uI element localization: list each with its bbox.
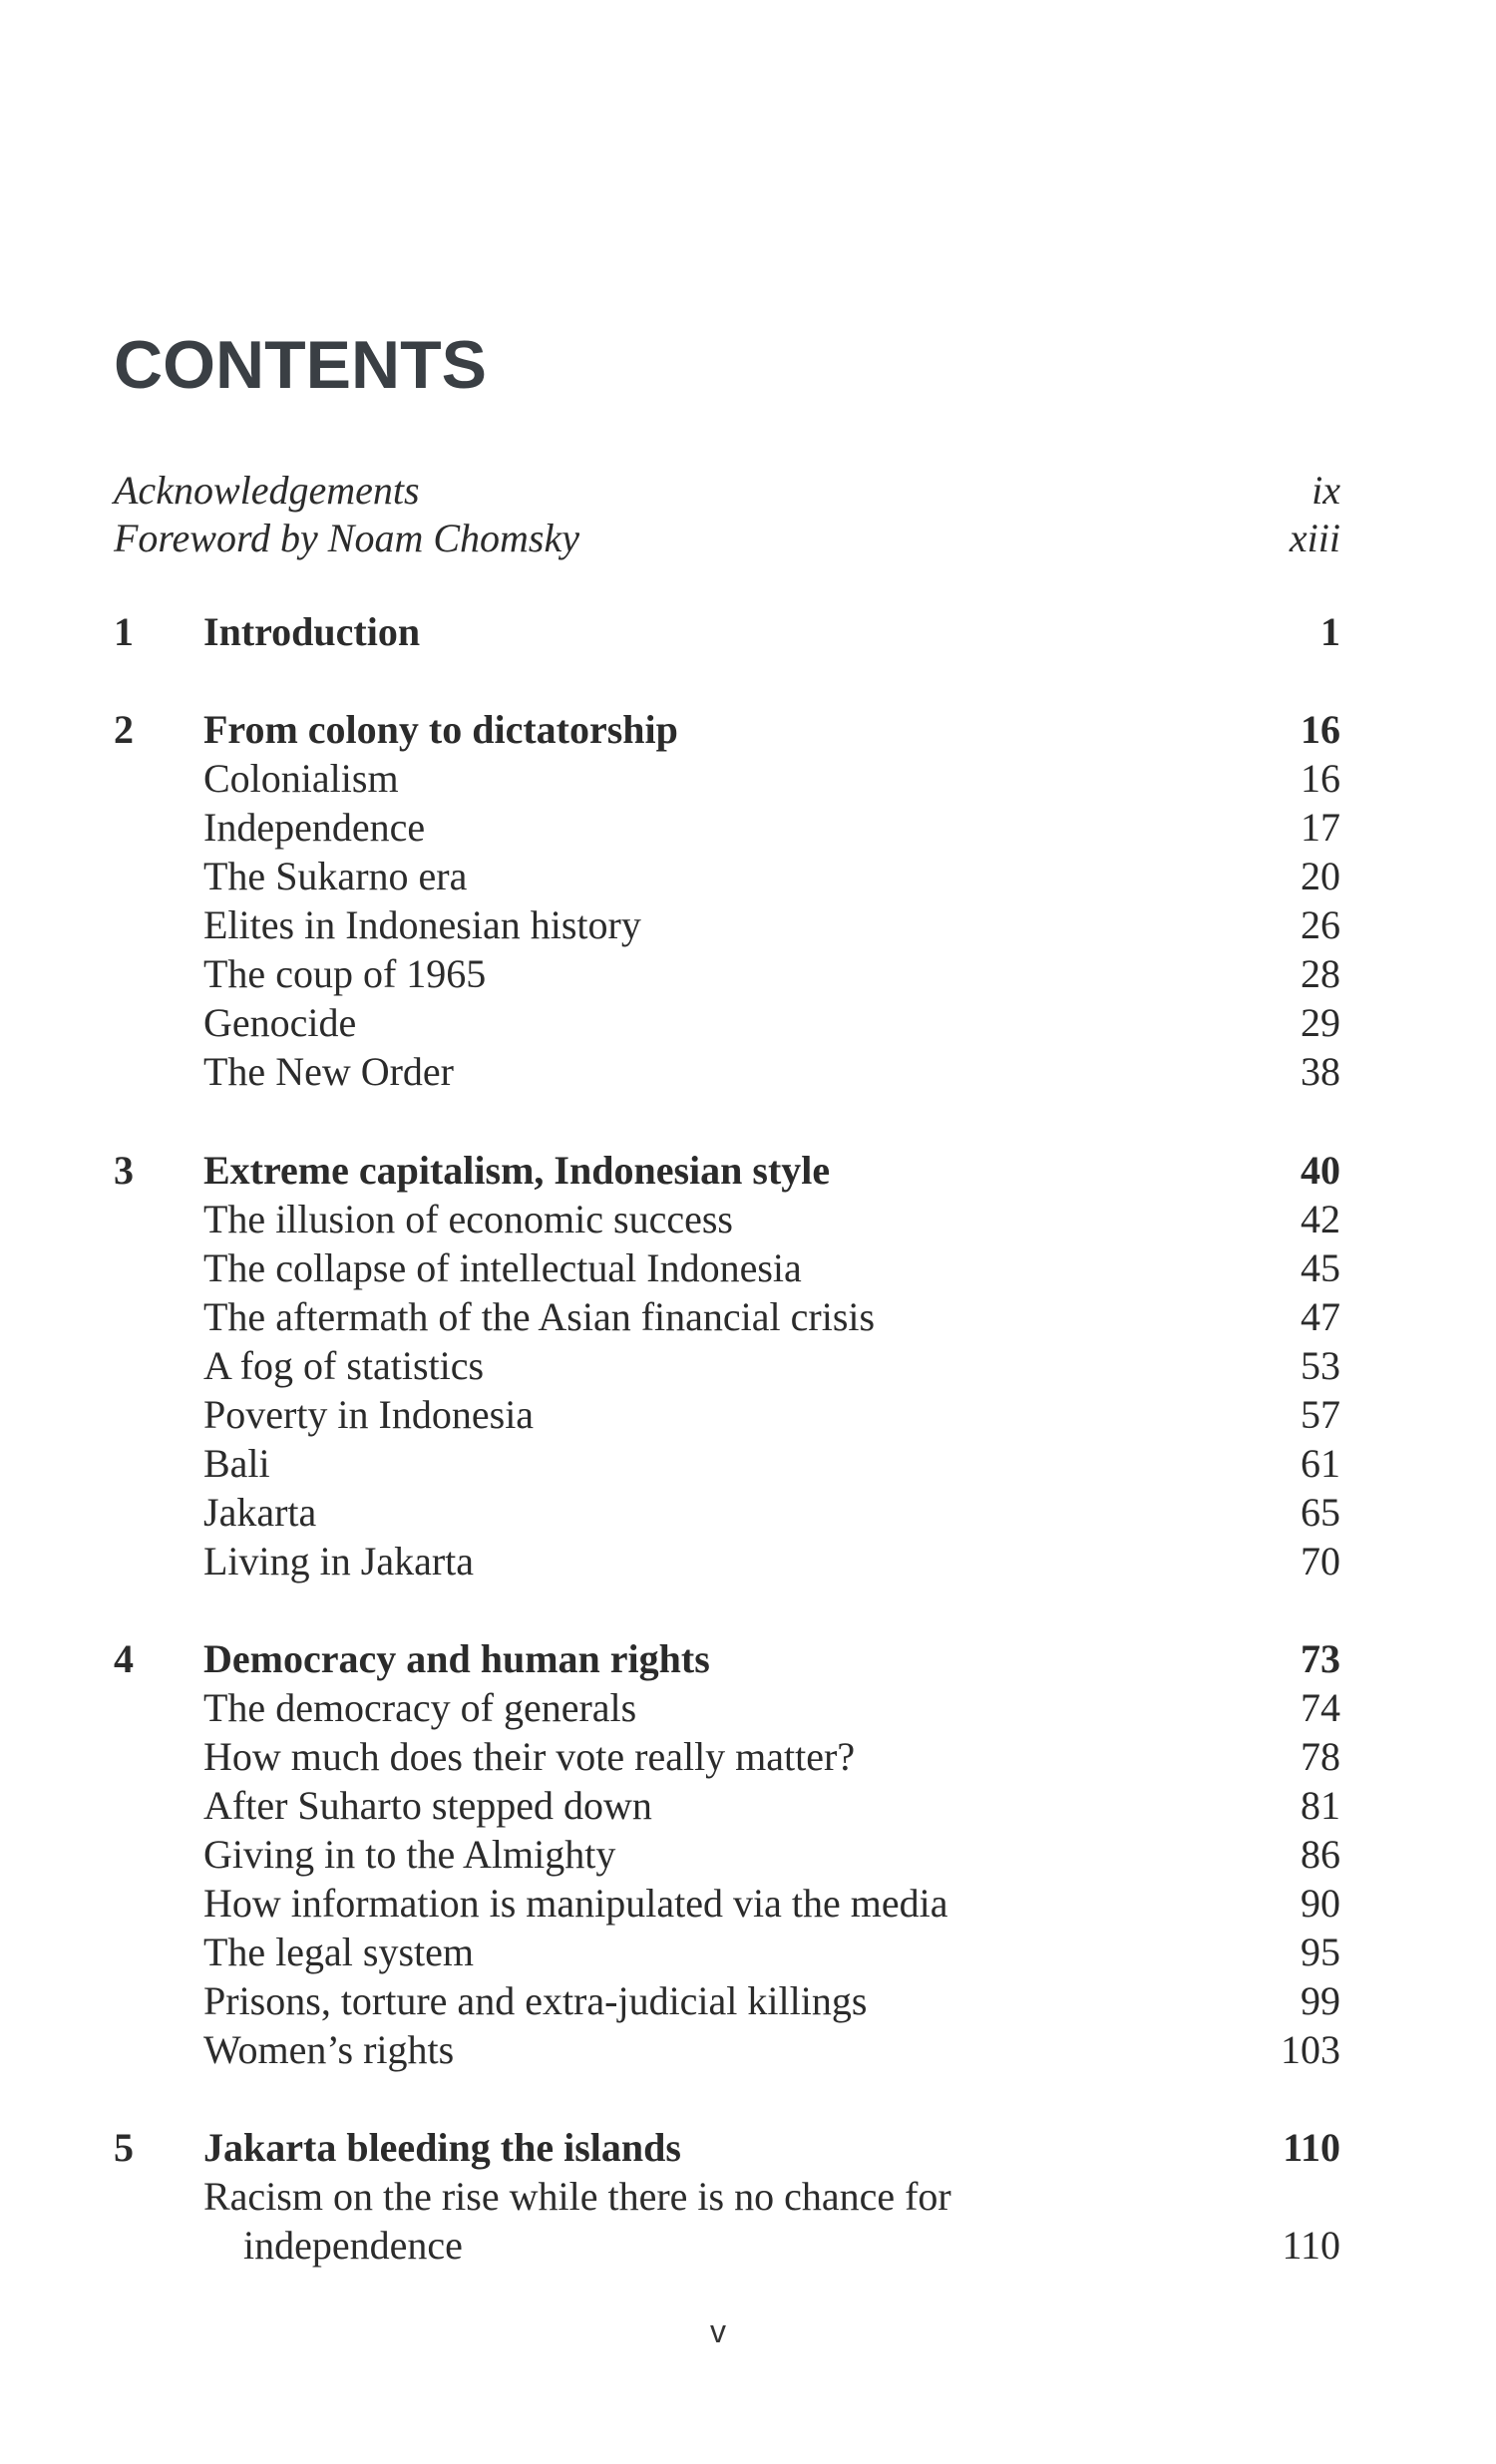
section-entry <box>114 1928 1340 1976</box>
chapter-title: Extreme capitalism, Indonesian style <box>203 1148 831 1193</box>
section-entry <box>114 1976 1340 2025</box>
section-title: A fog of statistics <box>203 1343 485 1388</box>
section-entry <box>114 1830 1340 1879</box>
chapter-5 <box>114 2123 1340 2270</box>
section-page: 78 <box>1301 1734 1340 1779</box>
section-entry <box>114 1439 1340 1488</box>
section-page: 16 <box>1301 756 1340 801</box>
chapter-page: 73 <box>1301 1636 1340 1681</box>
chapter-number: 1 <box>114 609 134 654</box>
section-page: 90 <box>1301 1881 1340 1926</box>
section-entry <box>114 1195 1340 1243</box>
section-title: After Suharto stepped down <box>203 1783 652 1828</box>
section-page: 17 <box>1301 805 1340 850</box>
page-title: CONTENTS <box>114 327 487 403</box>
front-matter-list <box>114 467 1340 562</box>
section-entry <box>114 2025 1340 2074</box>
section-page: 61 <box>1301 1441 1340 1486</box>
section-page: 110 <box>1282 2223 1340 2268</box>
section-title: Poverty in Indonesia <box>203 1392 535 1437</box>
section-entry <box>114 998 1340 1047</box>
section-title: Prisons, torture and extra-judicial killings <box>203 1978 868 2023</box>
section-title: Independence <box>203 805 426 850</box>
section-page: 74 <box>1301 1685 1340 1730</box>
page-number: v <box>710 2313 726 2349</box>
chapter-heading <box>114 1146 1340 1195</box>
chapter-page: 110 <box>1283 2125 1340 2170</box>
section-entry <box>114 1732 1340 1781</box>
section-entry <box>114 2221 1340 2270</box>
section-title: The illusion of economic success <box>203 1197 733 1241</box>
section-page: 81 <box>1301 1783 1340 1828</box>
toc-entry <box>114 467 1340 515</box>
section-page: 20 <box>1301 854 1340 898</box>
section-page: 57 <box>1301 1392 1340 1437</box>
section-entry <box>114 1683 1340 1732</box>
section-page: 95 <box>1301 1930 1340 1974</box>
chapter-title: Introduction <box>203 609 421 654</box>
chapter-number: 4 <box>114 1636 134 1681</box>
section-entry <box>114 1243 1340 1292</box>
chapter-title: Democracy and human rights <box>203 1636 710 1681</box>
section-title: Living in Jakarta <box>203 1539 475 1584</box>
section-title: The legal system <box>203 1930 475 1974</box>
section-entry <box>114 803 1340 852</box>
section-title-continuation: independence <box>243 2223 463 2268</box>
section-entry <box>114 2172 1340 2221</box>
chapter-heading <box>114 607 1340 656</box>
section-title: How much does their vote really matter? <box>203 1734 856 1779</box>
section-page: 26 <box>1301 902 1340 947</box>
chapter-heading <box>114 1634 1340 1683</box>
section-page: 42 <box>1301 1197 1340 1241</box>
chapter-number: 2 <box>114 707 134 752</box>
section-title: Elites in Indonesian history <box>203 902 641 947</box>
section-title: The democracy of generals <box>203 1685 637 1730</box>
section-title: Bali <box>203 1441 270 1486</box>
section-title: Colonialism <box>203 756 399 801</box>
section-title: The New Order <box>203 1049 454 1094</box>
section-page: 45 <box>1301 1245 1340 1290</box>
section-title: Genocide <box>203 1000 357 1045</box>
section-page: 47 <box>1301 1294 1340 1339</box>
section-entry <box>114 1341 1340 1390</box>
chapter-3 <box>114 1146 1340 1585</box>
section-title: Giving in to the Almighty <box>203 1832 616 1877</box>
chapter-title: From colony to dictatorship <box>203 707 678 752</box>
chapter-number: 5 <box>114 2125 134 2170</box>
section-entry <box>114 1047 1340 1096</box>
section-entry <box>114 1781 1340 1830</box>
chapter-2 <box>114 705 1340 1096</box>
section-title: The coup of 1965 <box>203 951 487 996</box>
section-page: 103 <box>1281 2027 1340 2072</box>
section-title: Women’s rights <box>203 2027 455 2072</box>
chapter-page: 1 <box>1320 609 1340 654</box>
section-page: 53 <box>1301 1343 1340 1388</box>
chapter-heading <box>114 705 1340 754</box>
chapter-4 <box>114 1634 1340 2074</box>
section-title: Racism on the rise while there is no chance for <box>203 2174 951 2219</box>
toc-entry-title: Acknowledgements <box>114 468 420 513</box>
section-entry <box>114 1879 1340 1928</box>
section-entry <box>114 949 1340 998</box>
chapter-1 <box>114 607 1340 656</box>
toc-entry-page: xiii <box>1289 516 1340 560</box>
section-page: 65 <box>1301 1490 1340 1535</box>
section-entry <box>114 900 1340 949</box>
section-page: 99 <box>1301 1978 1340 2023</box>
section-page: 86 <box>1301 1832 1340 1877</box>
section-title: The Sukarno era <box>203 854 468 898</box>
toc-entry <box>114 515 1340 562</box>
chapter-title: Jakarta bleeding the islands <box>203 2125 681 2170</box>
section-title: Jakarta <box>203 1490 317 1535</box>
section-title: How information is manipulated via the media <box>203 1881 948 1926</box>
chapter-page: 16 <box>1301 707 1340 752</box>
section-title: The collapse of intellectual Indonesia <box>203 1245 802 1290</box>
section-entry <box>114 1292 1340 1341</box>
section-page: 38 <box>1301 1049 1340 1094</box>
section-entry <box>114 1537 1340 1585</box>
section-page: 29 <box>1301 1000 1340 1045</box>
section-entry <box>114 1390 1340 1439</box>
section-page: 70 <box>1301 1539 1340 1584</box>
section-entry <box>114 852 1340 900</box>
section-page: 28 <box>1301 951 1340 996</box>
toc-entry-page: ix <box>1311 468 1340 513</box>
chapter-heading <box>114 2123 1340 2172</box>
toc-entry-title: Foreword by Noam Chomsky <box>114 516 579 560</box>
section-entry <box>114 754 1340 803</box>
section-title: The aftermath of the Asian financial crisis <box>203 1294 876 1339</box>
chapter-number: 3 <box>114 1148 134 1193</box>
chapter-page: 40 <box>1301 1148 1340 1193</box>
section-entry <box>114 1488 1340 1537</box>
